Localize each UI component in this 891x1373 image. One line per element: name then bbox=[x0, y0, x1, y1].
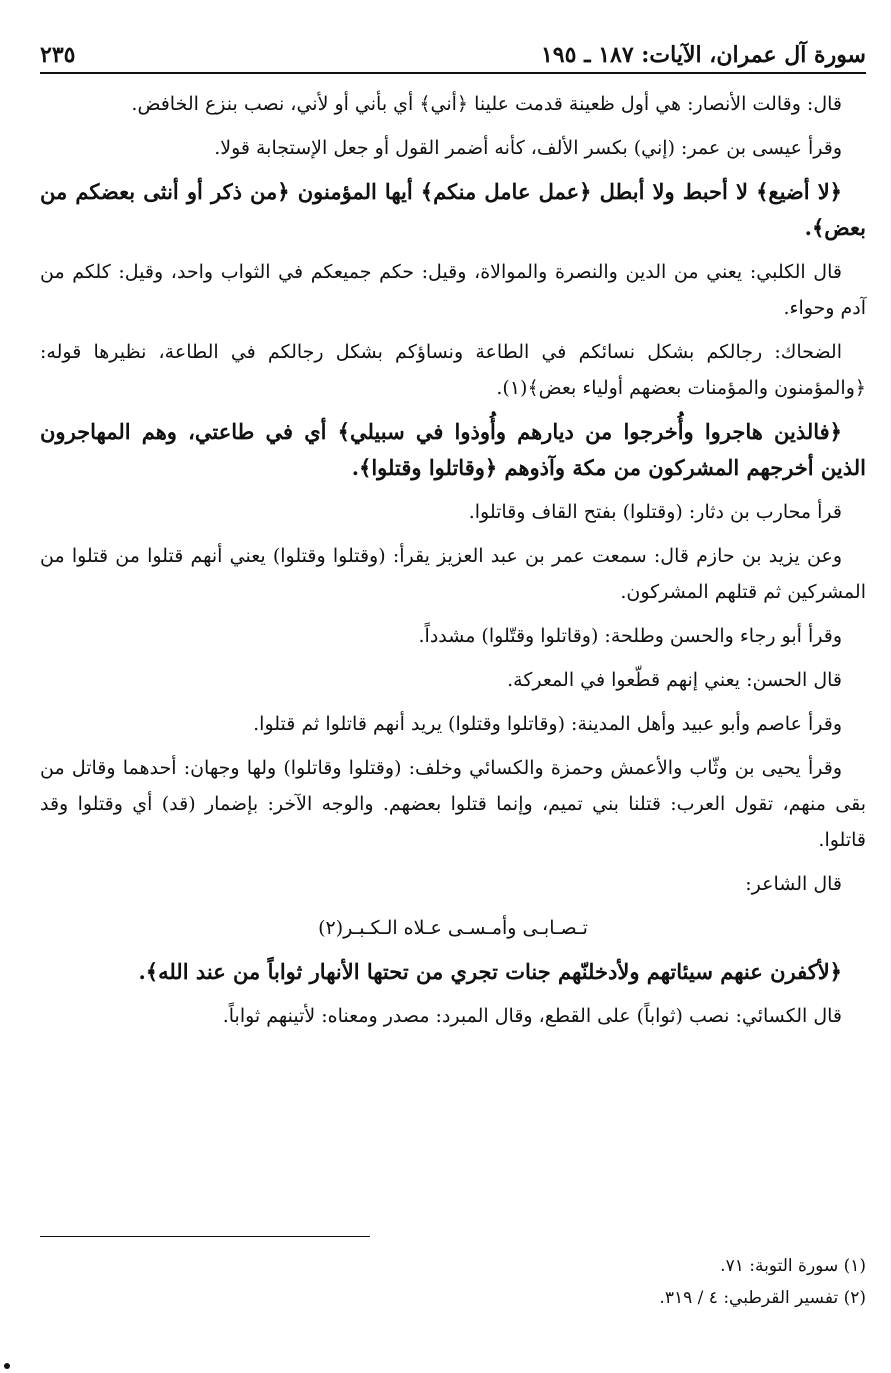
paragraph: قال الكلبي: يعني من الدين والنصرة والموالاة، وقيل: حكم جميعكم في الثواب واحد، وقيل: كلكم من آدم وحواء. bbox=[40, 261, 866, 319]
footnote: (١) سورة التوبة: ٧١. bbox=[720, 1256, 866, 1276]
quran-paragraph: ﴿لا أضيع﴾ لا أحبط ولا أبطل ﴿عمل عامل منكم﴾ أيها المؤمنون ﴿من ذكر أو أنثى بعضكم من بعض﴾. bbox=[40, 179, 866, 240]
paragraph: قرأ محارب بن دثار: (وقتلوا) بفتح القاف وقاتلوا. bbox=[468, 501, 842, 523]
paragraph: وقرأ يحيى بن وثّاب والأعمش وحمزة والكسائي وخلف: (وقتلوا وقاتلوا) ولها وجهان: أحدهما وقاتل من بقى منهم، تقول العرب: قتلنا بني تميم، وإنما قتلوا بعضهم. والوجه الآخر: بإضمار (قد) أي وقتلوا وقد قاتلوا. bbox=[40, 757, 866, 851]
paragraph: وقرأ عاصم وأبو عبيد وأهل المدينة: (وقاتلوا وقتلوا) يريد أنهم قاتلوا ثم قتلوا. bbox=[253, 713, 842, 735]
poetry-verse: تـصـابـى وأمـسـى عـلاه الـكـبـر(٢) bbox=[318, 917, 588, 939]
page-header bbox=[40, 28, 866, 68]
page bbox=[40, 28, 866, 1308]
paragraph: قال الكسائي: نصب (ثواباً) على القطع، وقال المبرد: مصدر ومعناه: لأتينهم ثواباً. bbox=[222, 1005, 842, 1027]
paragraph: قال: وقالت الأنصار: هي أول ظعينة قدمت علينا ﴿أني﴾ أي بأني أو لأني، نصب بنزع الخافض. bbox=[131, 93, 842, 115]
paragraph: وعن يزيد بن حازم قال: سمعت عمر بن عبد العزيز يقرأ: (وقتلوا وقتلوا) يعني أنهم قتلوا من قتلوا من المشركين ثم قتلهم المشركون. bbox=[40, 545, 866, 603]
paragraph: قال الحسن: يعني إنهم قطّعوا في المعركة. bbox=[507, 669, 842, 691]
header-rule bbox=[40, 72, 866, 74]
paragraph: الضحاك: رجالكم بشكل نسائكم في الطاعة ونساؤكم بشكل رجالكم في الطاعة، نظيرها قوله: ﴿والمؤمنون والمؤمنات بعضهم أولياء بعض﴾(١). bbox=[40, 341, 866, 399]
paragraph: وقرأ عيسى بن عمر: (إني) بكسر الألف، كأنه أضمر القول أو جعل الإستجابة قولا. bbox=[214, 137, 842, 159]
paragraph: وقرأ أبو رجاء والحسن وطلحة: (وقاتلوا وقتّلوا) مشدداً. bbox=[418, 625, 842, 647]
quran-paragraph: ﴿لأكفرن عنهم سيئاتهم ولأدخلنّهم جنات تجري من تحتها الأنهار ثواباً من عند الله﴾. bbox=[138, 959, 842, 984]
margin-dot bbox=[4, 1363, 10, 1369]
running-title: سورة آل عمران، الآيات: ١٨٧ ـ ١٩٥ bbox=[540, 42, 866, 68]
footnotes bbox=[659, 1250, 866, 1314]
paragraph: قال الشاعر: bbox=[745, 873, 842, 895]
page-number: ٢٣٥ bbox=[40, 42, 76, 68]
quran-paragraph: ﴿فالذين هاجروا وأُخرجوا من ديارهم وأُوذوا في سبيلي﴾ أي في طاعتي، وهم المهاجرون الذين أخرجهم المشركون من مكة وآذوهم ﴿وقاتلوا وقتلوا﴾. bbox=[40, 419, 866, 480]
footnote: (٢) تفسير القرطبي: ٤ / ٣١٩. bbox=[659, 1288, 866, 1308]
body-text bbox=[40, 86, 866, 1034]
footnote-rule bbox=[40, 1236, 370, 1237]
